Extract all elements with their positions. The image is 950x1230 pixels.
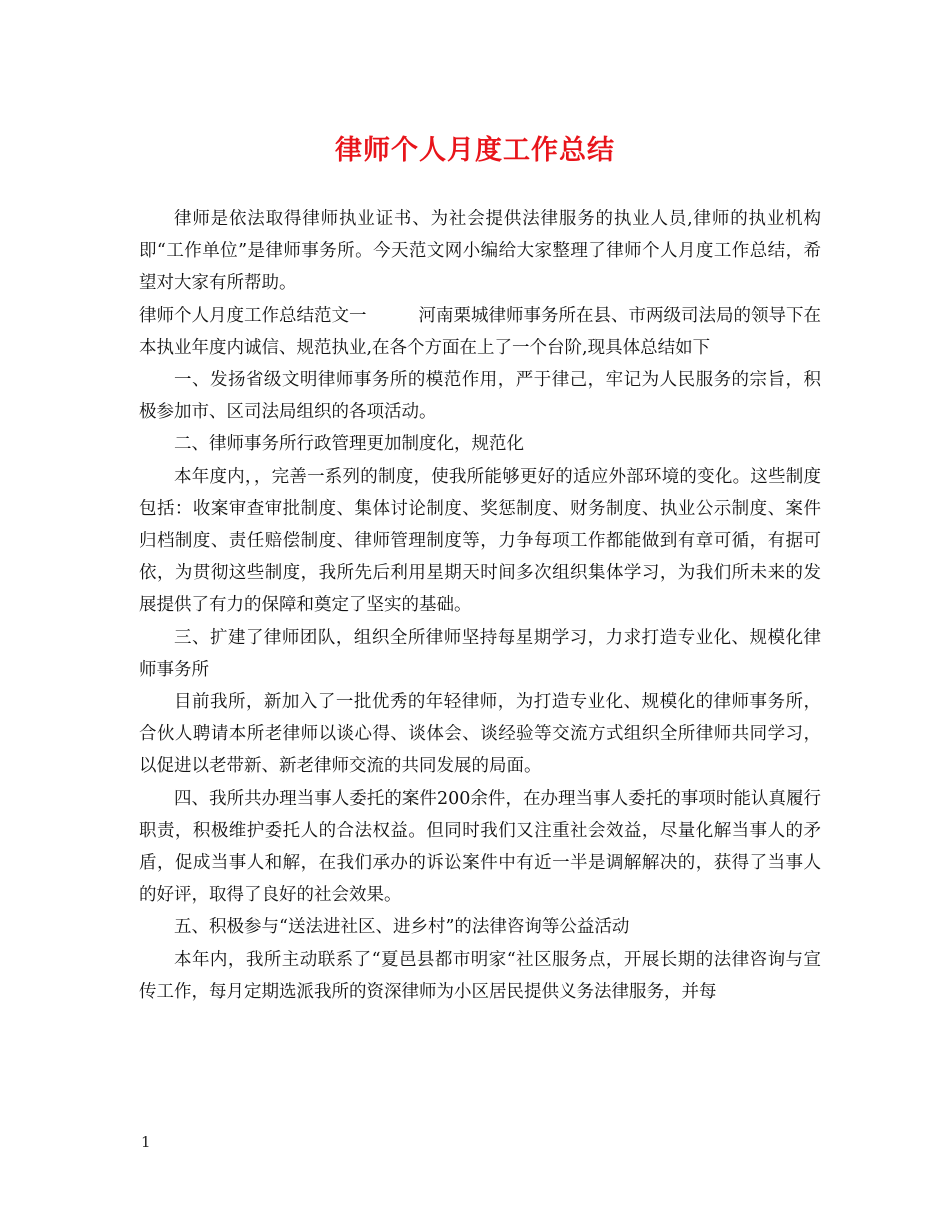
paragraph-4: 三、扩建了律师团队，组织全所律师坚持每星期学习，力求打造专业化、规模化律师事务所 [139, 627, 821, 680]
paragraph-1: 一、发扬省级文明律师事务所的模范作用，严于律己，牢记为人民服务的宗旨，积极参加市、区司法局组织的各项活动。 [139, 370, 821, 423]
paragraph-8: 本年内，我所主动联系了“夏邑县都市明家“社区服务点，开展长期的法律咨询与宣传工作，每月定期选派我所的资深律师为小区居民提供义务法律服务，并每 [139, 949, 821, 1002]
document-title: 律师个人月度工作总结 [335, 135, 615, 166]
sample-heading: 律师个人月度工作总结范文一 [139, 305, 367, 326]
paragraph-7: 五、积极参与“送法进社区、进乡村”的法律咨询等公益活动 [174, 917, 630, 938]
intro-paragraph: 律师是依法取得律师执业证书、为社会提供法律服务的执业人员,律师的执业机构即“工作单位”是律师事务所。今天范文网小编给大家整理了律师个人月度工作总结，希望对大家有所帮助。 [139, 209, 821, 294]
paragraph-6: 四、我所共办理当事人委托的案件200余件，在办理当事人委托的事项时能认真履行职责，积极维护委托人的合法权益。但同时我们又注重社会效益，尽量化解当事人的矛盾，促成当事人和解，在我们承办的诉讼案件中有近一半是调解解决的，获得了当事人的好评，取得了良好的社会效果。 [139, 788, 821, 906]
sample-lead: 河南栗城律师事务所在县、市两级司法局的领导下在本执业年度内诚信、规范执业,在各个方面在上了一个台阶,现具体总结如下 [139, 305, 821, 358]
document-body [139, 203, 821, 1008]
paragraph-3: 本年度内，，完善一系列的制度，使我所能够更好的适应外部环境的变化。这些制度包括：收案审查审批制度、集体讨论制度、奖惩制度、财务制度、执业公示制度、案件归档制度、责任赔偿制度、律师管理制度等，力争每项工作都能做到有章可循，有据可依，为贯彻这些制度，我所先后利用星期天时间多次组织集体学习，为我们所未来的发展提供了有力的保障和奠定了坚实的基础。 [139, 466, 821, 616]
page-number: 1 [141, 1133, 151, 1151]
sample-heading-paragraph [139, 300, 821, 364]
paragraph-5: 目前我所，新加入了一批优秀的年轻律师，为打造专业化、规模化的律师事务所，合伙人聘请本所老律师以谈心得、谈体会、谈经验等交流方式组织全所律师共同学习，以促进以老带新、新老律师交流的共同发展的局面。 [139, 692, 821, 777]
paragraph-2: 二、律师事务所行政管理更加制度化，规范化 [174, 434, 524, 455]
